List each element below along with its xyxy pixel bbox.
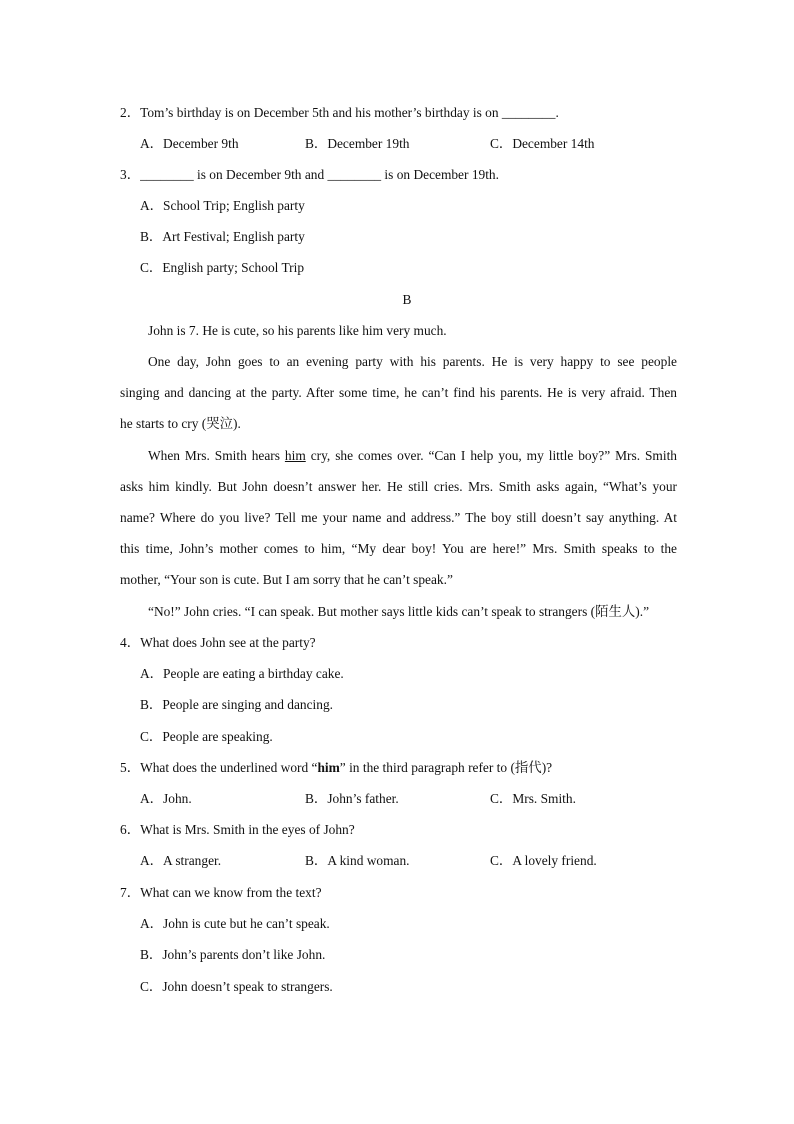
question-4 (120, 634, 316, 652)
question-number: 4． (120, 635, 141, 650)
question-7 (120, 884, 322, 902)
passage-paragraph-2-line: singing and dancing at the party. After some time, he can’t find his parents. He is very afraid. Then (120, 385, 677, 400)
q6-option-b[interactable]: B．A kind woman. (305, 853, 410, 868)
question-5: 5．What does the underlined word “him” in the third paragraph refer to (指代)? (120, 760, 553, 775)
question-3 (120, 166, 499, 184)
question-text: What can we know from the text? (140, 885, 322, 900)
q7-option-a[interactable]: A．John is cute but he can’t speak. (140, 916, 330, 931)
passage-paragraph-3-line: name? Where do you live? Tell me your name and address.” The boy still doesn’t say anything. At (120, 510, 677, 525)
q7-option-b[interactable]: B．John’s parents don’t like John. (140, 947, 326, 962)
q3-option-c[interactable]: C．English party; School Trip (140, 260, 305, 275)
question-text: What does John see at the party? (140, 635, 316, 650)
passage-paragraph-2-line: he starts to cry (哭泣). (120, 416, 241, 431)
question-text: What is Mrs. Smith in the eyes of John? (140, 822, 355, 837)
q4-option-b[interactable]: B．People are singing and dancing. (140, 697, 334, 712)
q5-option-c[interactable]: C．Mrs. Smith. (490, 791, 576, 806)
passage-paragraph-3-line: mother, “Your son is cute. But I am sorry that he can’t speak.” (120, 572, 453, 587)
bold-word: him (317, 760, 340, 775)
passage-paragraph-3-line: When Mrs. Smith hears him cry, she comes over. “Can I help you, my little boy?” Mrs. Smith (148, 448, 677, 463)
q6-option-c[interactable]: C．A lovely friend. (490, 853, 597, 868)
underlined-word: him (284, 448, 306, 463)
question-number: 2． (120, 105, 141, 120)
question-number: 3． (120, 167, 141, 182)
q5-option-b[interactable]: B．John’s father. (305, 791, 399, 806)
question-2 (120, 104, 559, 122)
q3-option-a[interactable]: A．School Trip; English party (140, 198, 305, 213)
question-number: 7． (120, 885, 141, 900)
passage-paragraph-4: “No!” John cries. “I can speak. But mother says little kids can’t speak to strangers (陌生人).” (148, 604, 650, 619)
section-heading: B (402, 292, 412, 307)
passage-paragraph-1: John is 7. He is cute, so his parents like him very much. (148, 323, 447, 338)
q7-option-c[interactable]: C．John doesn’t speak to strangers. (140, 979, 333, 994)
q2-option-b[interactable]: B．December 19th (305, 136, 410, 151)
q2-option-a[interactable]: A．December 9th (140, 136, 239, 151)
passage-paragraph-3-line: asks him kindly. But John doesn’t answer her. He still cries. Mrs. Smith asks again, “What’s your (120, 479, 677, 494)
question-6 (120, 821, 355, 839)
passage-paragraph-2-line: One day, John goes to an evening party with his parents. He is very happy to see people (148, 354, 677, 369)
question-text: Tom’s birthday is on December 5th and his mother’s birthday is on ________. (140, 105, 559, 120)
passage-paragraph-3-line: this time, John’s mother comes to him, “My dear boy! You are here!” Mrs. Smith speaks to the (120, 541, 677, 556)
q2-option-c[interactable]: C．December 14th (490, 136, 595, 151)
q4-option-c[interactable]: C．People are speaking. (140, 729, 273, 744)
question-number: 5． (120, 760, 141, 775)
question-text: ________ is on December 9th and ________ is on December 19th. (140, 167, 499, 182)
q3-option-b[interactable]: B．Art Festival; English party (140, 229, 305, 244)
question-number: 6． (120, 822, 141, 837)
q5-option-a[interactable]: A．John. (140, 791, 192, 806)
q4-option-a[interactable]: A．People are eating a birthday cake. (140, 666, 344, 681)
q6-option-a[interactable]: A．A stranger. (140, 853, 222, 868)
